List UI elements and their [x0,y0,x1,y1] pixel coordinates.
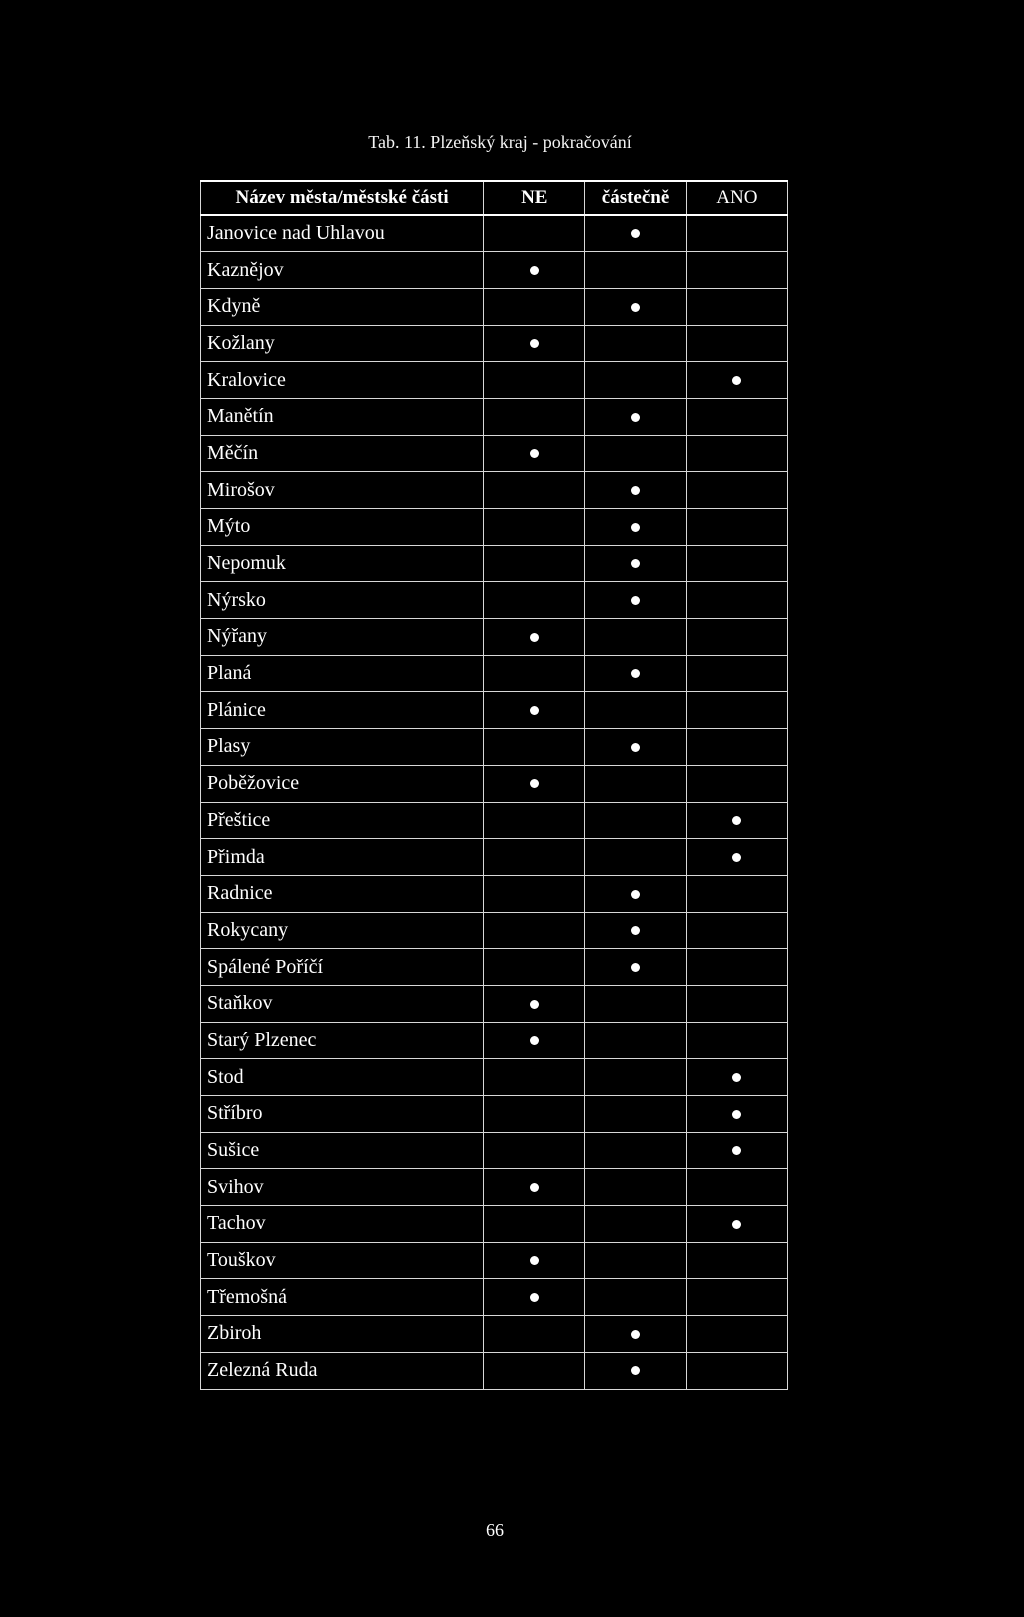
cell-ano [686,1022,787,1059]
table-row [201,582,788,619]
row-name: Nepomuk [201,545,484,582]
cell-ano [686,1352,787,1389]
cell-ne [484,1206,585,1243]
bullet-mark-icon [530,1036,539,1045]
row-name: Rokycany [201,912,484,949]
row-name: Plasy [201,729,484,766]
bullet-mark-icon [732,1220,741,1229]
table-row [201,1169,788,1206]
cell-ano [686,1169,787,1206]
row-name: Zelezná Ruda [201,1352,484,1389]
table-row [201,215,788,252]
bullet-mark-icon [631,596,640,605]
cell-ano [686,912,787,949]
cell-castecne [585,692,686,729]
header-ne: NE [484,181,585,215]
row-name: Přimda [201,839,484,876]
table-row [201,765,788,802]
table-row [201,1096,788,1133]
cell-ano [686,545,787,582]
cell-ano [686,619,787,656]
bullet-mark-icon [631,413,640,422]
header-castecne: částečně [585,181,686,215]
cell-castecne [585,1242,686,1279]
cell-ano [686,875,787,912]
cell-ne [484,1352,585,1389]
bullet-mark-icon [732,1110,741,1119]
cell-ne [484,435,585,472]
table-row [201,655,788,692]
cell-ne [484,655,585,692]
table-row [201,802,788,839]
cell-ano [686,398,787,435]
cell-castecne [585,839,686,876]
table-row [201,1059,788,1096]
bullet-mark-icon [530,779,539,788]
cell-ano [686,288,787,325]
bullet-mark-icon [530,339,539,348]
bullet-mark-icon [631,559,640,568]
cell-ano [686,1279,787,1316]
bullet-mark-icon [631,303,640,312]
bullet-mark-icon [631,926,640,935]
row-name: Starý Plzenec [201,1022,484,1059]
cell-castecne [585,1132,686,1169]
row-name: Kožlany [201,325,484,362]
cell-castecne [585,802,686,839]
cell-ne [484,215,585,252]
bullet-mark-icon [732,1073,741,1082]
cell-castecne [585,288,686,325]
cell-ano [686,1096,787,1133]
row-name: Janovice nad Uhlavou [201,215,484,252]
cell-ano [686,1059,787,1096]
row-name: Mirošov [201,472,484,509]
cell-ne [484,1022,585,1059]
row-name: Spálené Poříčí [201,949,484,986]
cell-castecne [585,325,686,362]
table-row [201,839,788,876]
cell-ne [484,1132,585,1169]
row-name: Touškov [201,1242,484,1279]
header-ano: ANO [686,181,787,215]
bullet-mark-icon [530,449,539,458]
cell-castecne [585,362,686,399]
table-row [201,1022,788,1059]
bullet-mark-icon [631,486,640,495]
table-row [201,362,788,399]
bullet-mark-icon [530,266,539,275]
table-row [201,1132,788,1169]
cell-ne [484,802,585,839]
row-name: Třemošná [201,1279,484,1316]
page-number: 66 [486,1520,504,1540]
row-name: Staňkov [201,985,484,1022]
cell-ano [686,325,787,362]
row-name: Mýto [201,509,484,546]
table-row [201,1352,788,1389]
cell-ne [484,545,585,582]
bullet-mark-icon [631,669,640,678]
bullet-mark-icon [530,1183,539,1192]
cell-castecne [585,215,686,252]
cell-ano [686,985,787,1022]
bullet-mark-icon [732,376,741,385]
cell-castecne [585,1022,686,1059]
cell-castecne [585,398,686,435]
cell-castecne [585,435,686,472]
cell-castecne [585,765,686,802]
cell-castecne [585,472,686,509]
row-name: Plánice [201,692,484,729]
cell-ne [484,839,585,876]
cell-ne [484,692,585,729]
cell-ano [686,692,787,729]
table-row [201,729,788,766]
row-name: Nýřany [201,619,484,656]
cell-ne [484,509,585,546]
cell-ano [686,839,787,876]
cell-castecne [585,949,686,986]
cell-castecne [585,912,686,949]
cell-ano [686,729,787,766]
cell-castecne [585,1316,686,1353]
row-name: Přeštice [201,802,484,839]
row-name: Planá [201,655,484,692]
cell-ne [484,1242,585,1279]
table-row [201,252,788,289]
bullet-mark-icon [631,1330,640,1339]
cell-ne [484,875,585,912]
bullet-mark-icon [631,963,640,972]
bullet-mark-icon [732,1146,741,1155]
table-row [201,472,788,509]
cell-castecne [585,1279,686,1316]
row-name: Měčín [201,435,484,472]
bullet-mark-icon [631,743,640,752]
header-name: Název města/městské části [201,181,484,215]
cell-castecne [585,1169,686,1206]
row-name: Nýrsko [201,582,484,619]
table-row [201,692,788,729]
cell-ano [686,765,787,802]
bullet-mark-icon [732,816,741,825]
table-header-row [201,181,788,215]
cell-castecne [585,252,686,289]
table-row [201,949,788,986]
cell-ne [484,288,585,325]
cell-castecne [585,1352,686,1389]
cell-ne [484,1169,585,1206]
cell-castecne [585,875,686,912]
row-name: Poběžovice [201,765,484,802]
cell-ano [686,949,787,986]
row-name: Manětín [201,398,484,435]
cell-ne [484,619,585,656]
table-row [201,545,788,582]
cell-ne [484,729,585,766]
cell-ano [686,1242,787,1279]
cell-ne [484,1279,585,1316]
cell-ne [484,398,585,435]
table-row [201,912,788,949]
cell-castecne [585,985,686,1022]
table-row [201,985,788,1022]
cell-ne [484,985,585,1022]
bullet-mark-icon [530,1256,539,1265]
bullet-mark-icon [530,1000,539,1009]
table-row [201,288,788,325]
cell-castecne [585,1059,686,1096]
cell-ano [686,509,787,546]
cell-castecne [585,729,686,766]
row-name: Zbiroh [201,1316,484,1353]
cell-castecne [585,619,686,656]
cell-castecne [585,582,686,619]
row-name: Kaznějov [201,252,484,289]
cell-ano [686,362,787,399]
cell-ne [484,252,585,289]
cell-ne [484,362,585,399]
row-name: Kdyně [201,288,484,325]
row-name: Stříbro [201,1096,484,1133]
cell-ne [484,582,585,619]
row-name: Svihov [201,1169,484,1206]
cell-castecne [585,1096,686,1133]
table-row [201,1206,788,1243]
table-row [201,509,788,546]
table-row [201,1316,788,1353]
bullet-mark-icon [530,633,539,642]
row-name: Tachov [201,1206,484,1243]
cell-ano [686,802,787,839]
bullet-mark-icon [732,853,741,862]
table-row [201,398,788,435]
cell-ano [686,215,787,252]
cell-ne [484,472,585,509]
table-row [201,1279,788,1316]
row-name: Sušice [201,1132,484,1169]
cell-ano [686,252,787,289]
table-row [201,325,788,362]
row-name: Kralovice [201,362,484,399]
table-caption: Tab. 11. Plzeňský kraj - pokračování [368,132,632,152]
cell-ano [686,1316,787,1353]
row-name: Radnice [201,875,484,912]
municipality-table [200,180,788,1390]
bullet-mark-icon [631,523,640,532]
cell-ne [484,325,585,362]
cell-ano [686,472,787,509]
cell-ne [484,949,585,986]
cell-castecne [585,1206,686,1243]
cell-castecne [585,545,686,582]
cell-ne [484,912,585,949]
cell-ano [686,655,787,692]
table-row [201,619,788,656]
table-row [201,875,788,912]
cell-ano [686,582,787,619]
cell-ne [484,1316,585,1353]
cell-ne [484,1096,585,1133]
table-row [201,435,788,472]
cell-ano [686,1206,787,1243]
cell-ano [686,1132,787,1169]
cell-castecne [585,655,686,692]
table-row [201,1242,788,1279]
cell-ne [484,1059,585,1096]
row-name: Stod [201,1059,484,1096]
bullet-mark-icon [631,1366,640,1375]
cell-ano [686,435,787,472]
table-body [201,215,788,1389]
bullet-mark-icon [631,890,640,899]
bullet-mark-icon [530,706,539,715]
cell-castecne [585,509,686,546]
bullet-mark-icon [631,229,640,238]
bullet-mark-icon [530,1293,539,1302]
cell-ne [484,765,585,802]
